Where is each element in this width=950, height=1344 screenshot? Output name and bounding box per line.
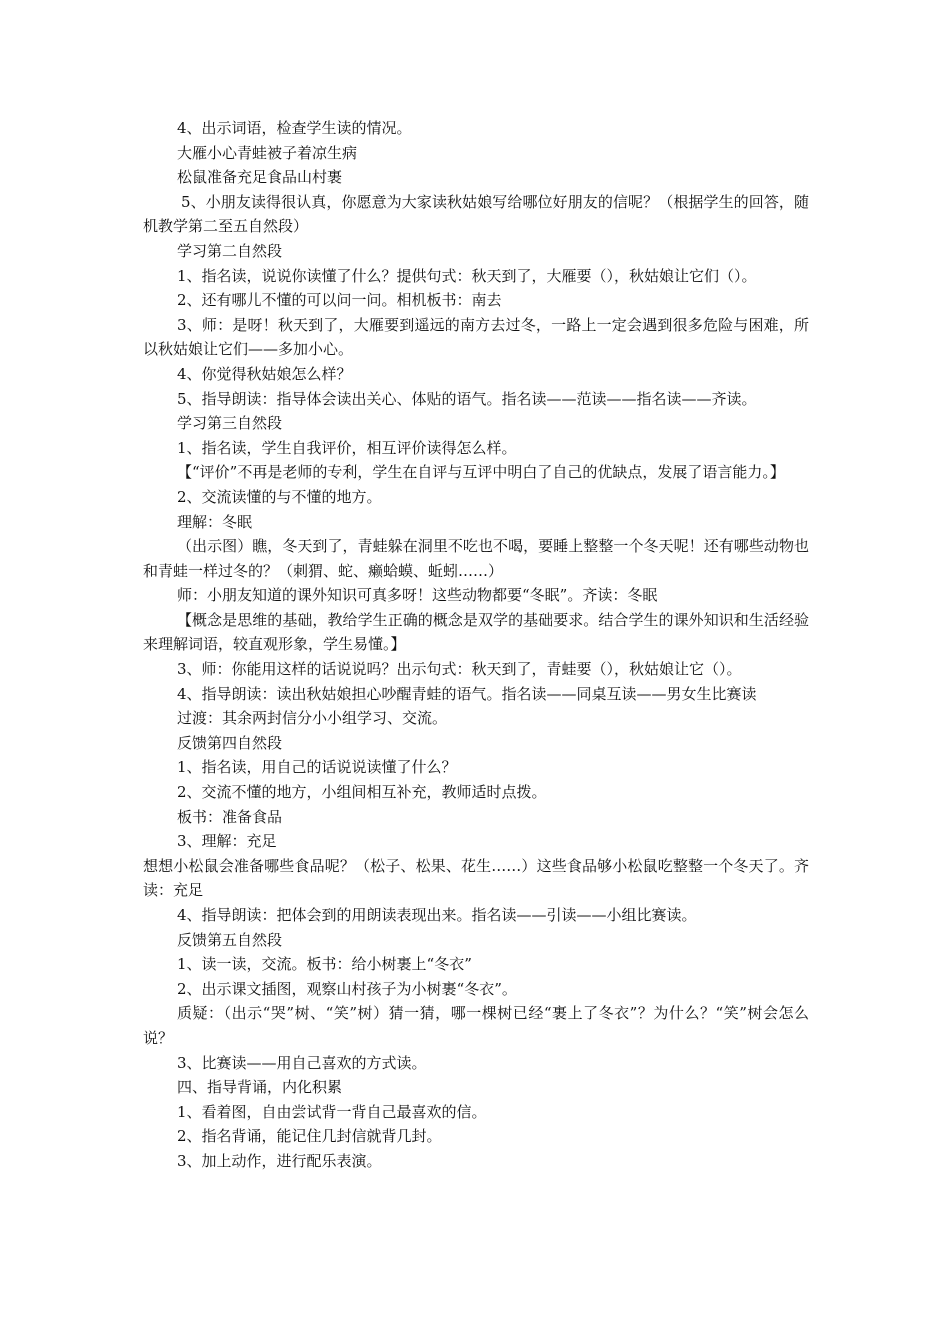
paragraph: 5、小朋友读得很认真，你愿意为大家读秋姑娘写给哪位好朋友的信呢？（根据学生的回答，随机教学第二至五自然段）: [143, 192, 809, 236]
paragraph: 松鼠准备充足食品山村裹: [177, 168, 343, 187]
section-heading: 四、指导背诵，内化积累: [177, 1078, 343, 1097]
paragraph: 2、指名背诵，能记住几封信就背几封。: [177, 1127, 442, 1146]
paragraph: 4、你觉得秋姑娘怎么样？: [177, 364, 352, 383]
section-heading: 反馈第五自然段: [177, 930, 283, 949]
paragraph: 3、比赛读——用自己喜欢的方式读。: [177, 1053, 427, 1072]
paragraph: 质疑：（出示“哭”树、“笑”树）猜一猜，哪一棵树已经“裹上了冬衣”？为什么？“笑”树会怎么说？: [143, 1004, 809, 1047]
paragraph: 4、指导朗读：读出秋姑娘担心吵醒青蛙的语气。指名读——同桌互读——男女生比赛读: [177, 684, 757, 703]
paragraph: （出示图）瞧，冬天到了，青蛙躲在洞里不吃也不喝，要睡上整整一个冬天呢！还有哪些动物也和青蛙一样过冬的？（刺猬、蛇、癞蛤蟆、蚯蚓……）: [143, 537, 809, 580]
paragraph: 想想小松鼠会准备哪些食品呢？（松子、松果、花生……）这些食品够小松鼠吃整整一个冬天了。齐读：充足: [143, 856, 809, 900]
section-heading: 学习第三自然段: [177, 414, 283, 433]
paragraph: 理解：冬眠: [177, 512, 253, 531]
commentary-note: 【概念是思维的基础，教给学生正确的概念是双学的基础要求。结合学生的课外知识和生活经验来理解词语，较直观形象，学生易懂。】: [143, 610, 809, 654]
paragraph: 2、出示课文插图，观察山村孩子为小树裹“冬衣”。: [177, 979, 517, 998]
paragraph: 2、交流不懂的地方，小组间相互补充，教师适时点拨。: [177, 783, 547, 802]
section-heading: 学习第二自然段: [177, 241, 283, 260]
paragraph: 2、交流读懂的与不懂的地方。: [177, 487, 382, 506]
paragraph: 1、指名读，用自己的话说说读懂了什么？: [177, 758, 457, 777]
paragraph: 3、师：你能用这样的话说说吗？出示句式：秋天到了，青蛙要（），秋姑娘让它（）。: [177, 660, 742, 679]
commentary-note: 【“评价”不再是老师的专利，学生在自评与互评中明白了自己的优缺点，发展了语言能力。】: [177, 463, 785, 482]
paragraph: 1、看着图，自由尝试背一背自己最喜欢的信。: [177, 1102, 487, 1121]
paragraph: 1、指名读，学生自我评价，相互评价读得怎么样。: [177, 438, 517, 457]
paragraph: 板书：准备食品: [177, 807, 283, 826]
section-heading: 反馈第四自然段: [177, 733, 283, 752]
paragraph: 5、指导朗读：指导体会读出关心、体贴的语气。指名读——范读——指名读——齐读。: [177, 389, 757, 408]
paragraph: 师：小朋友知道的课外知识可真多呀！这些动物都要“冬眠”。齐读：冬眠: [177, 586, 658, 605]
paragraph: 3、加上动作，进行配乐表演。: [177, 1151, 382, 1170]
paragraph: 4、指导朗读：把体会到的用朗读表现出来。指名读——引读——小组比赛读。: [177, 906, 697, 924]
paragraph: 2、还有哪儿不懂的可以问一问。相机板书：南去: [177, 291, 502, 310]
paragraph: 过渡：其余两封信分小小组学习、交流。: [177, 709, 448, 728]
paragraph: 3、理解：充足: [177, 832, 277, 851]
paragraph: 1、读一读，交流。板书：给小树裹上“冬衣”: [177, 955, 472, 974]
document-body: [143, 116, 809, 1174]
paragraph: 大雁小心青蛙被子着凉生病: [177, 143, 358, 162]
paragraph: 3、师：是呀！秋天到了，大雁要到遥远的南方去过冬，一路上一定会遇到很多危险与困难，所以秋姑娘让它们——多加小心。: [143, 315, 809, 359]
paragraph: 1、指名读，说说你读懂了什么？提供句式：秋天到了，大雁要（），秋姑娘让它们（）。: [177, 266, 757, 285]
paragraph: 4、出示词语，检查学生读的情况。: [177, 119, 412, 137]
